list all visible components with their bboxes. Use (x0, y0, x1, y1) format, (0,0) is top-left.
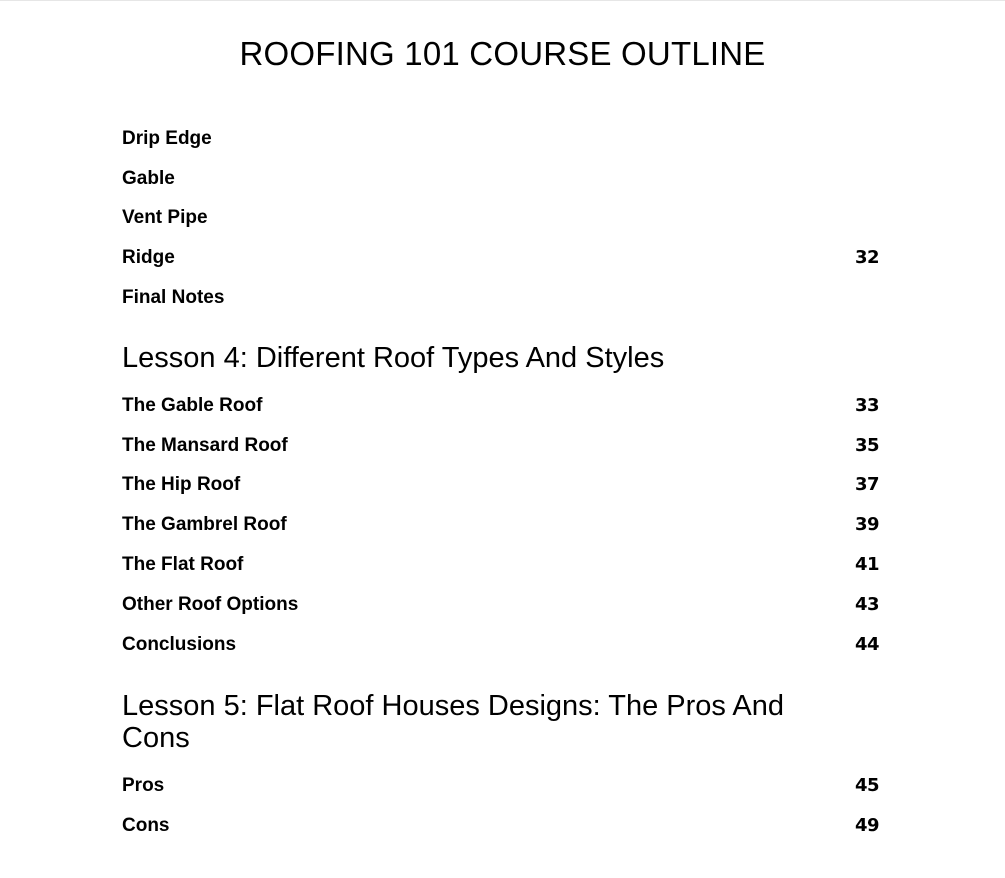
toc-section-lesson4 (122, 342, 879, 374)
toc-list-lesson5 (122, 766, 879, 846)
toc-row[interactable] (122, 585, 879, 625)
toc-page-number: 39 (854, 514, 879, 536)
toc-row[interactable] (122, 119, 879, 159)
toc-page-number: 37 (854, 474, 879, 496)
toc-entry-label: The Flat Roof (122, 554, 244, 576)
toc-entry-label: The Gambrel Roof (122, 514, 287, 536)
toc-page-number: 43 (854, 593, 879, 615)
toc-row[interactable] (122, 199, 879, 239)
toc-section-lesson3 (122, 119, 879, 318)
page-title: ROOFING 101 COURSE OUTLINE (239, 35, 766, 72)
toc-entry-label: Pros (122, 774, 165, 796)
toc-row[interactable] (122, 426, 879, 466)
toc-entry-label: Drip Edge (122, 127, 212, 149)
toc-page-number: 35 (854, 434, 879, 456)
lesson-heading (122, 690, 879, 754)
toc-section-lesson5 (122, 690, 879, 754)
toc-row[interactable] (122, 545, 879, 585)
toc-entry-label: Conclusions (122, 633, 237, 655)
toc-row[interactable] (122, 625, 879, 665)
toc-row[interactable] (122, 806, 879, 846)
toc-entry-label: The Hip Roof (122, 474, 241, 496)
toc-row[interactable] (122, 238, 879, 278)
toc-entry-label: The Gable Roof (122, 394, 263, 416)
toc-page-number: 49 (854, 814, 879, 836)
toc-entry-label: Vent Pipe (122, 207, 208, 229)
toc-row[interactable] (122, 766, 879, 806)
toc-page-number: 41 (854, 554, 879, 576)
toc-row[interactable] (122, 386, 879, 426)
toc-page-number: 44 (854, 633, 879, 655)
toc-entry-label: Other Roof Options (122, 593, 299, 615)
toc-list-lesson4 (122, 386, 879, 665)
toc-entry-label: Ridge (122, 247, 175, 269)
lesson-heading: Lesson 4: Different Roof Types And Styles (122, 342, 665, 374)
toc-entry-label: Gable (122, 167, 175, 189)
toc-row[interactable] (122, 466, 879, 506)
lesson-heading-line2: Cons (122, 722, 190, 754)
toc-row[interactable] (122, 159, 879, 199)
lesson-heading-line1: Lesson 5: Flat Roof Houses Designs: The Pros And (122, 690, 784, 722)
toc-entry-label: Final Notes (122, 287, 225, 309)
toc-page-number: 32 (854, 247, 879, 269)
toc-row[interactable] (122, 278, 879, 318)
toc-row[interactable] (122, 505, 879, 545)
toc-page-number: 33 (854, 394, 879, 416)
toc-entry-label: Cons (122, 814, 170, 836)
toc-entry-label: The Mansard Roof (122, 434, 288, 456)
toc-page-number: 45 (854, 774, 879, 796)
